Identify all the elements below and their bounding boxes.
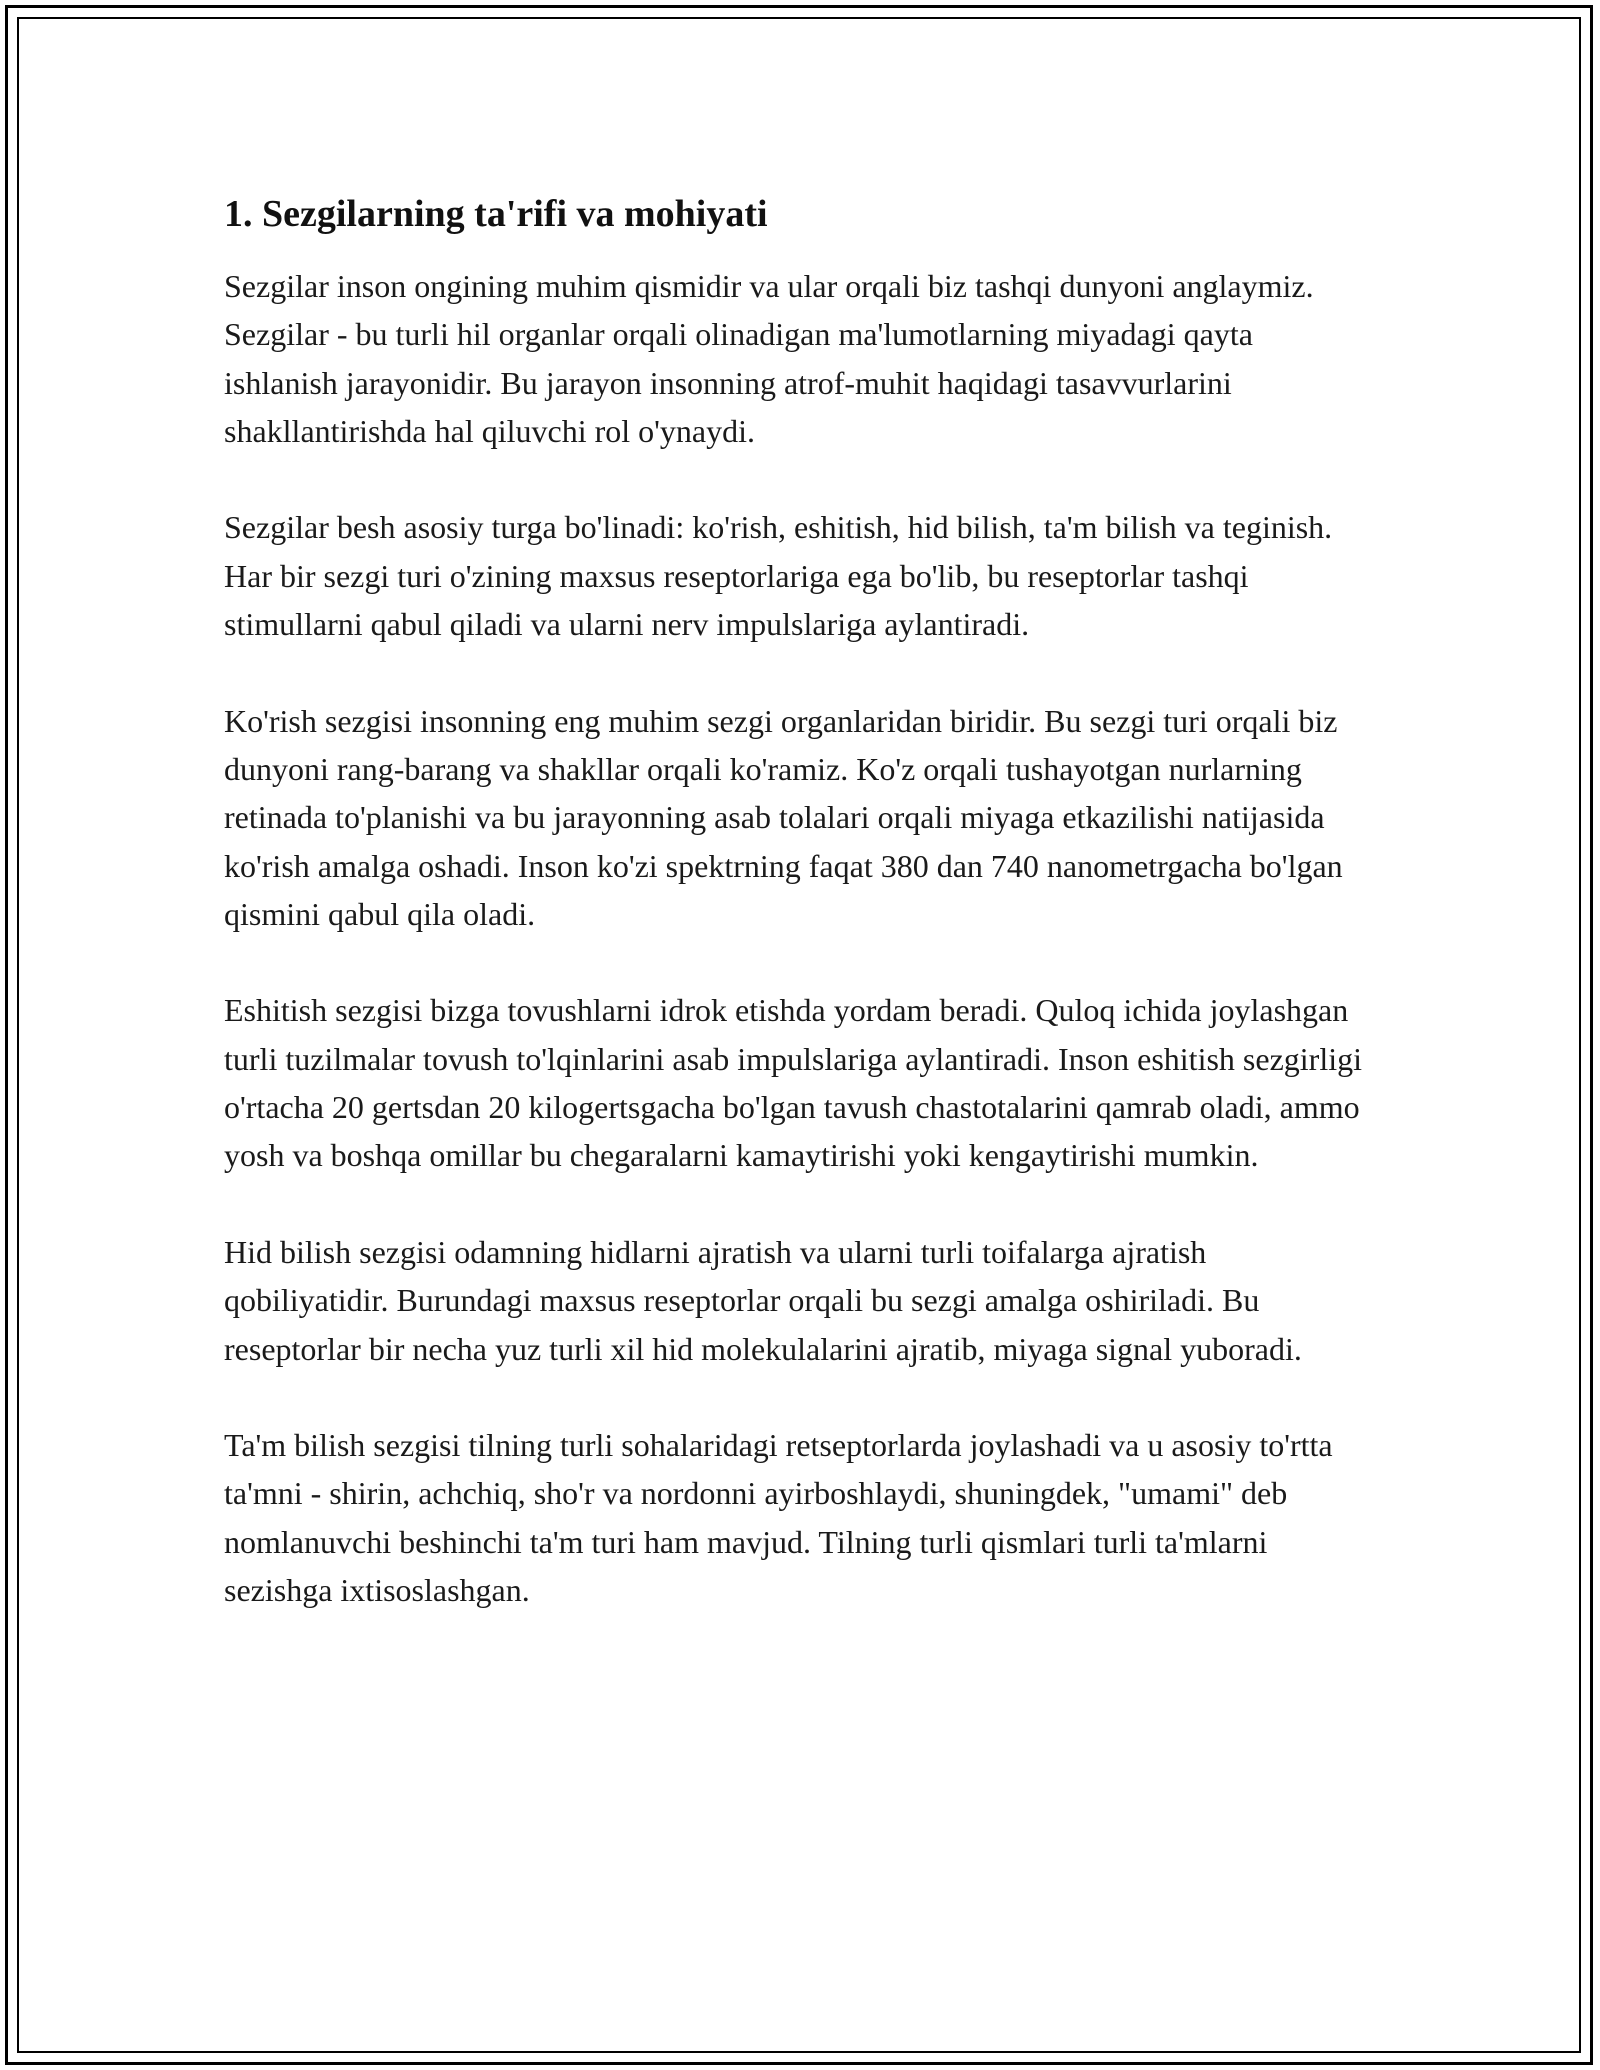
document-body	[224, 190, 1374, 1663]
paragraph-taste: Ta'm bilish sezgisi tilning turli sohalaridagi retseptorlarda joylashadi va u asosiy to'rtta ta'mni - shirin, achchiq, sho'r va nordonni ayirboshlaydi, shuningdek, "umami" deb nomlanuvchi beshinchi ta'm turi ham mavjud. Tilning turli qismlari turli ta'mlarni sezishga ixtisoslashgan.	[224, 1427, 1333, 1609]
section-heading: 1. Sezgilarning ta'rifi va mohiyati	[224, 193, 768, 235]
paragraph-smell: Hid bilish sezgisi odamning hidlarni ajratish va ularni turli toifalarga ajratish qobiliyatidir. Burundagi maxsus reseptorlar orqali bu sezgi amalga oshiriladi. Bu reseptorlar bir necha yuz turli xil hid molekulalarini ajratib, miyaga signal yuboradi.	[224, 1233, 1302, 1367]
paragraph-vision: Ko'rish sezgisi insonning eng muhim sezgi organlaridan biridir. Bu sezgi turi orqali biz dunyoni rang-barang va shakllar orqali ko'ramiz. Ko'z orqali tushayotgan nurlarning retinada to'planishi va bu jarayonning asab tolalari orqali miyaga etkazilishi natijasida ko'rish amalga oshadi. Inson ko'zi spektrning faqat 380 dan 740 nanometrgacha bo'lgan qismini qabul qila oladi.	[224, 702, 1343, 932]
paragraph-five-senses: Sezgilar besh asosiy turga bo'linadi: ko'rish, eshitish, hid bilish, ta'm bilish va teginish. Har bir sezgi turi o'zining maxsus reseptorlariga ega bo'lib, bu reseptorlar tashqi stimullarni qabul qiladi va ularni nerv impulslariga aylantiradi.	[224, 509, 1333, 643]
paragraph-intro: Sezgilar inson ongining muhim qismidir va ular orqali biz tashqi dunyoni anglaymiz. Sezgilar - bu turli hil organlar orqali olinadigan ma'lumotlarning miyadagi qayta ishlanish jarayonidir. Bu jarayon insonning atrof-muhit haqidagi tasavvurlarini shakllantirishda hal qiluvchi rol o'ynaydi.	[224, 268, 1314, 449]
paragraph-hearing: Eshitish sezgisi bizga tovushlarni idrok etishda yordam beradi. Quloq ichida joylashgan turli tuzilmalar tovush to'lqinlarini asab impulslariga aylantiradi. Inson eshitish sezgirligi o'rtacha 20 gertsdan 20 kilogertsgacha bo'lgan tavush chastotalarini qamrab oladi, ammo yosh va boshqa omillar bu chegaralarni kamaytirishi yoki kengaytirishi mumkin.	[224, 992, 1362, 1174]
